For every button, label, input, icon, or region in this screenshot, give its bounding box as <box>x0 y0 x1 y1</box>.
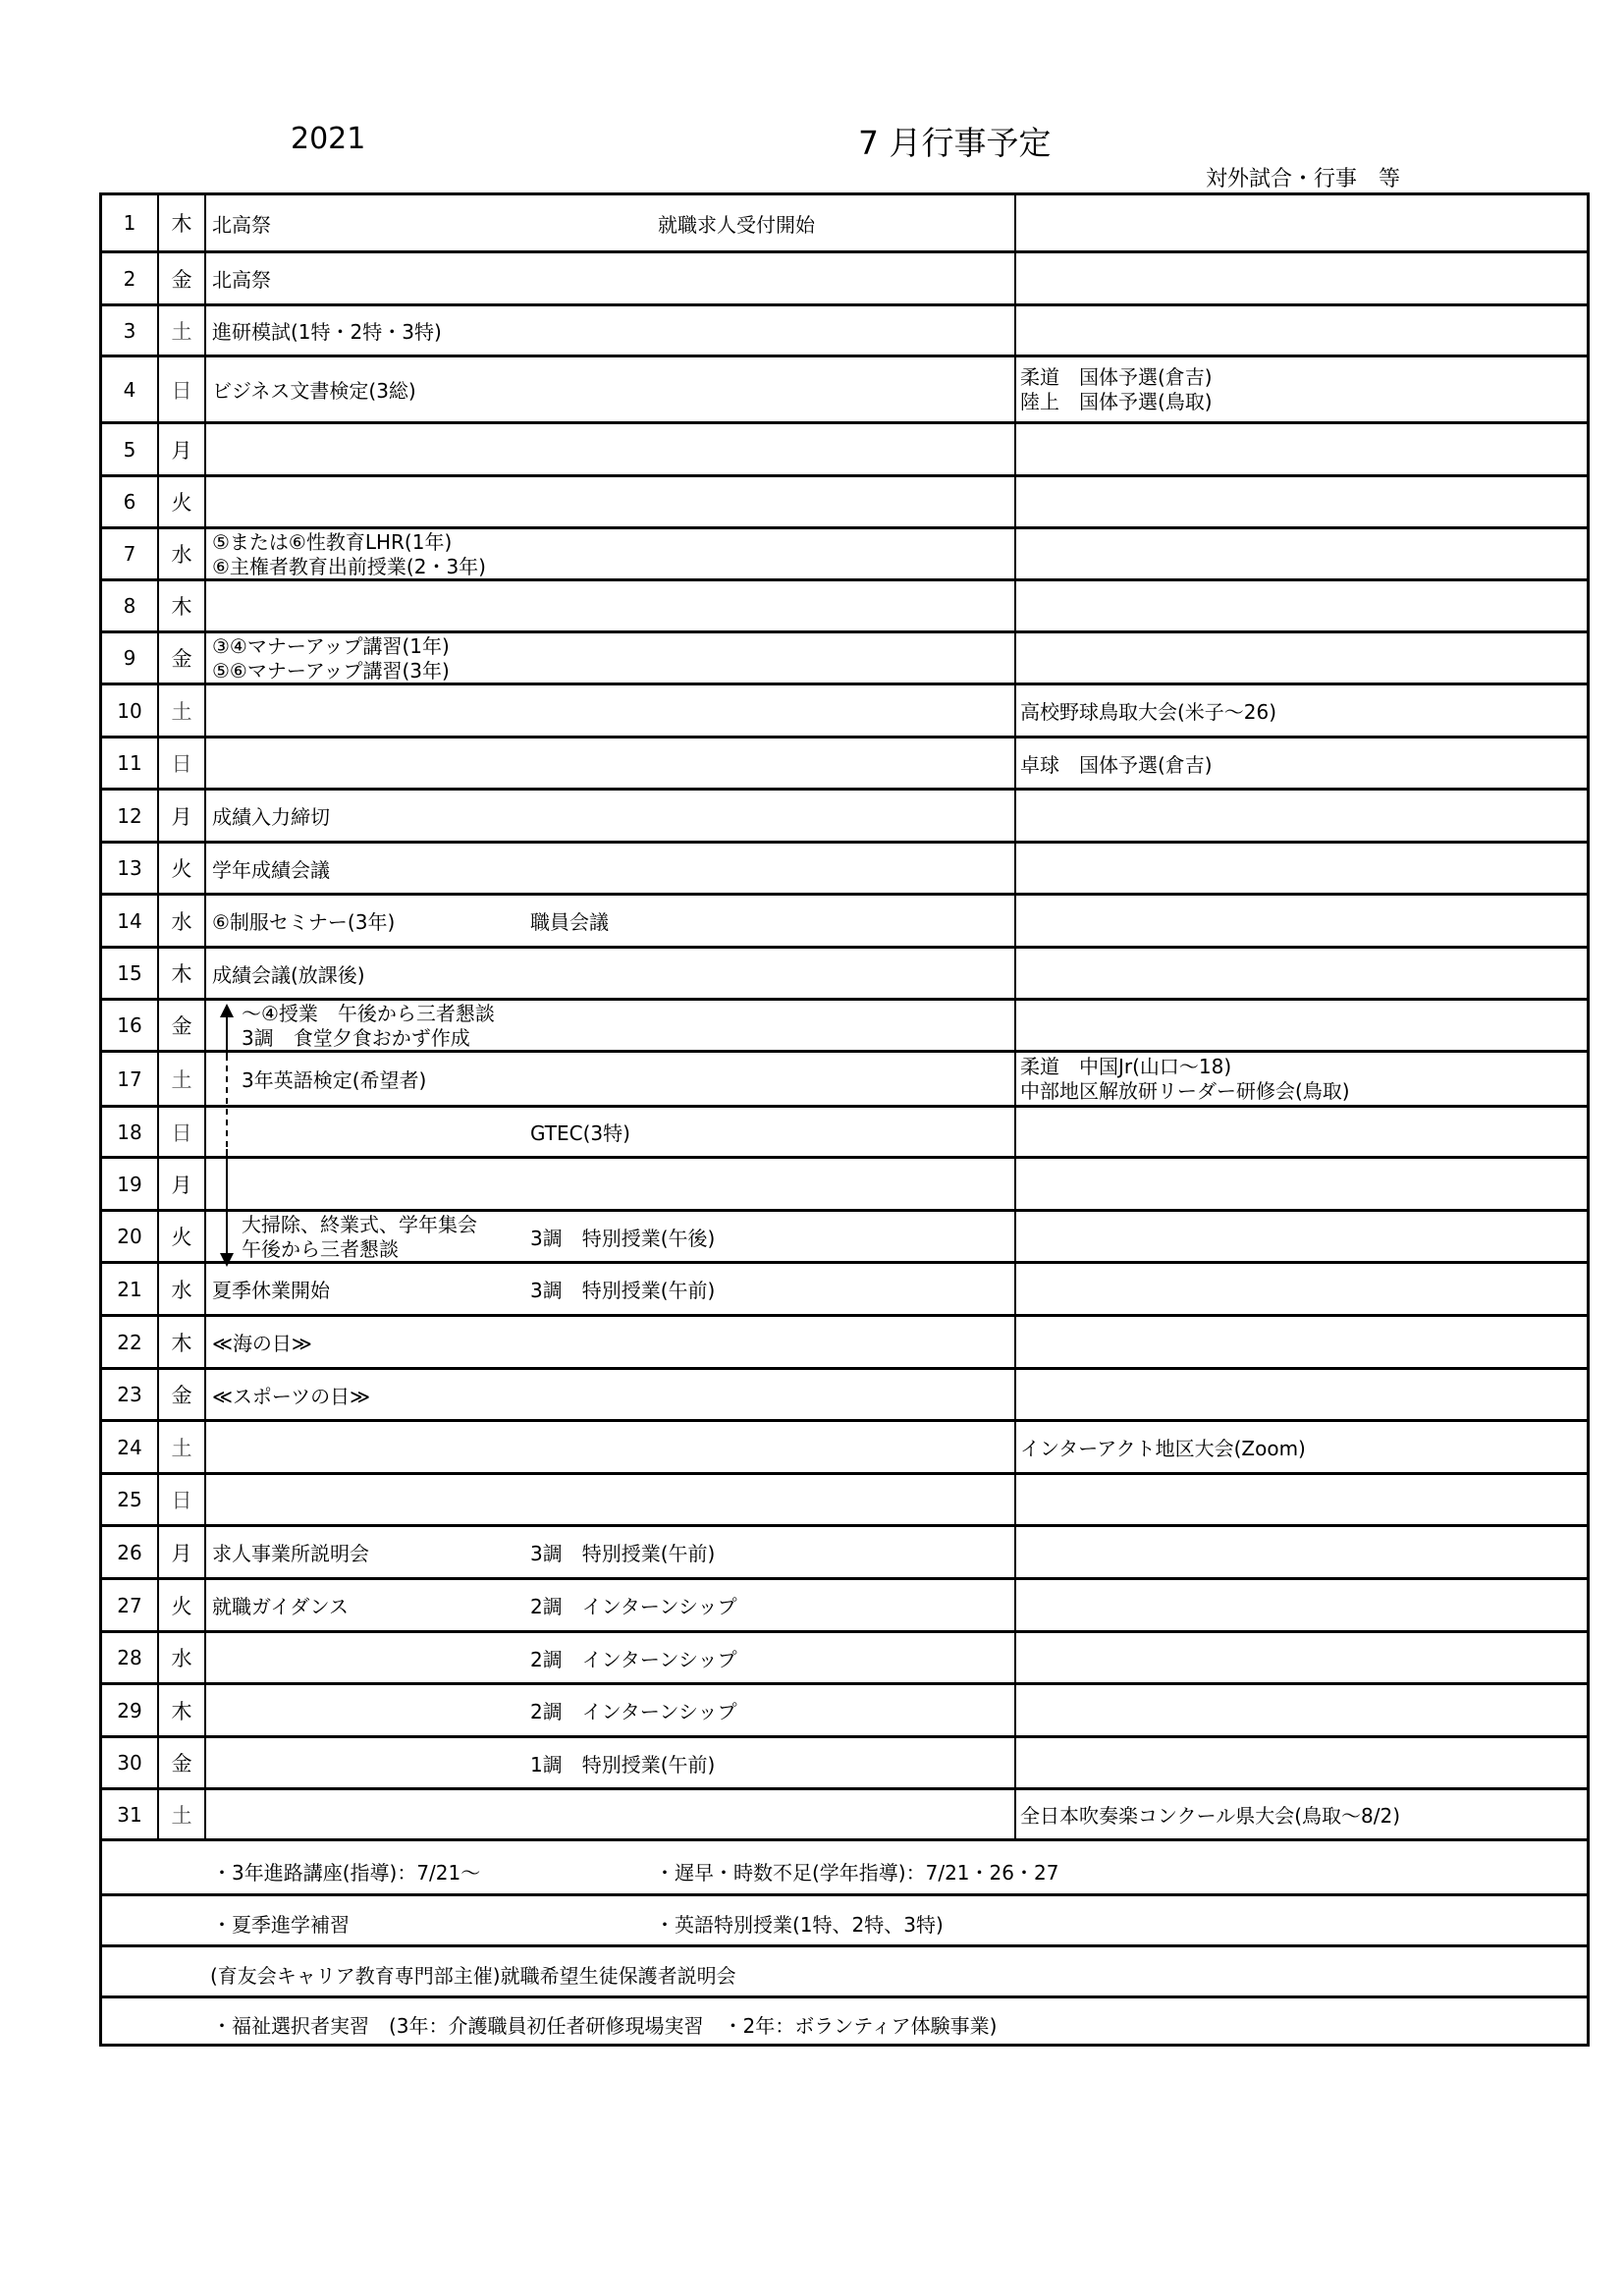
weekday-cell <box>159 1001 206 1050</box>
day-cell <box>102 1370 159 1419</box>
day-number: 19 <box>117 1172 142 1196</box>
weekday: 月 <box>171 1541 192 1565</box>
external-cell <box>1016 844 1587 893</box>
external-event-text: 高校野球鳥取大会(米子～26) <box>1020 700 1277 724</box>
day-cell <box>102 1317 159 1367</box>
day-cell <box>102 1527 159 1577</box>
event-text: ≪スポーツの日≫ <box>212 1384 371 1408</box>
weekday: 土 <box>171 319 192 344</box>
day-number: 8 <box>123 594 136 618</box>
day-number: 9 <box>123 646 136 670</box>
day-cell <box>102 357 159 421</box>
event-text-secondary: 職員会議 <box>530 910 609 934</box>
weekday-cell <box>159 424 206 474</box>
schedule-row <box>102 844 1587 896</box>
schedule-row <box>102 306 1587 357</box>
schedule-row <box>102 1475 1587 1527</box>
weekday: 金 <box>171 267 192 292</box>
schedule-row <box>102 1527 1587 1580</box>
event-cell <box>206 306 1016 355</box>
external-event-text-line2: 陸上 国体予選(鳥取) <box>1020 390 1213 413</box>
event-text: 求人事業所説明会 <box>212 1542 369 1565</box>
event-cell <box>206 1212 1016 1261</box>
event-cell <box>206 477 1016 526</box>
day-cell <box>102 896 159 946</box>
weekday-cell <box>159 1317 206 1367</box>
schedule-row <box>102 195 1587 253</box>
day-number: 31 <box>117 1802 142 1827</box>
weekday-cell <box>159 738 206 788</box>
external-cell <box>1016 1212 1587 1261</box>
external-cell <box>1016 477 1587 526</box>
event-text-line2: ⑤⑥マナーアップ講習(3年) <box>212 658 450 683</box>
note-text: (育友会キャリア教育専門部主催)就職希望生徒保護者説明会 <box>210 1964 736 1988</box>
day-cell <box>102 1685 159 1735</box>
weekday-cell <box>159 896 206 946</box>
event-cell <box>206 581 1016 630</box>
schedule-row <box>102 738 1587 791</box>
schedule-row <box>102 791 1587 844</box>
weekday-cell <box>159 685 206 736</box>
note-text-right: ・英語特別授業(1特、2特、3特) <box>655 1913 944 1937</box>
day-number: 23 <box>117 1383 142 1406</box>
weekday-cell <box>159 1264 206 1314</box>
event-cell <box>206 738 1016 788</box>
day-cell <box>102 1001 159 1050</box>
schedule-row <box>102 1370 1587 1422</box>
day-cell <box>102 306 159 355</box>
event-text: ⑥制服セミナー(3年) <box>212 910 396 934</box>
event-cell <box>206 949 1016 998</box>
day-cell <box>102 195 159 250</box>
event-cell <box>206 1580 1016 1630</box>
weekday-cell <box>159 1580 206 1630</box>
event-cell <box>206 1738 1016 1787</box>
event-cell <box>206 1685 1016 1735</box>
weekday: 水 <box>171 1647 192 1670</box>
weekday: 木 <box>171 595 192 619</box>
event-cell <box>206 791 1016 841</box>
weekday: 日 <box>171 378 192 403</box>
weekday-cell <box>159 357 206 421</box>
weekday-cell <box>159 1633 206 1682</box>
event-text-secondary: 3調 特別授業(午前) <box>530 1279 716 1302</box>
day-cell <box>102 253 159 303</box>
day-cell <box>102 1264 159 1314</box>
day-cell <box>102 1212 159 1261</box>
event-text: 北高祭 <box>212 212 271 237</box>
external-cell <box>1016 1317 1587 1367</box>
day-number: 14 <box>117 908 142 933</box>
event-text: 3年英語検定(希望者) <box>242 1068 427 1092</box>
external-cell <box>1016 685 1587 736</box>
note-text: ・3年進路講座(指導)：7/21～ <box>212 1860 481 1885</box>
weekday-cell <box>159 306 206 355</box>
weekday-cell <box>159 1212 206 1261</box>
external-cell <box>1016 424 1587 474</box>
year-label: 2021 <box>291 122 366 156</box>
external-cell <box>1016 1475 1587 1524</box>
day-cell <box>102 1053 159 1105</box>
weekday: 水 <box>171 543 192 567</box>
weekday: 土 <box>171 1803 192 1828</box>
day-number: 18 <box>117 1120 142 1144</box>
note-row <box>102 1842 1587 1896</box>
event-cell <box>206 633 1016 683</box>
day-number: 25 <box>117 1488 142 1511</box>
weekday: 金 <box>171 1014 192 1038</box>
schedule-row <box>102 1108 1587 1159</box>
external-events-heading: 対外試合・行事 等 <box>1206 167 1401 191</box>
weekday-cell <box>159 1738 206 1787</box>
day-cell <box>102 633 159 683</box>
schedule-row <box>102 581 1587 633</box>
day-number: 26 <box>117 1540 142 1564</box>
external-event-text: 柔道 中国Jr(山口～18) <box>1020 1055 1232 1078</box>
schedule-row <box>102 357 1587 424</box>
event-cell <box>206 195 1016 250</box>
weekday-cell <box>159 529 206 578</box>
day-cell <box>102 1790 159 1838</box>
external-cell <box>1016 357 1587 421</box>
date-range-bracket <box>217 1004 237 1267</box>
external-event-text: 全日本吹奏楽コンクール県大会(鳥取～8/2) <box>1020 1804 1400 1828</box>
event-cell <box>206 1159 1016 1209</box>
schedule-row <box>102 685 1587 738</box>
event-text-secondary: 3調 特別授業(午前) <box>530 1542 716 1565</box>
external-event-text: 卓球 国体予選(倉吉) <box>1020 752 1213 777</box>
weekday: 火 <box>171 1226 192 1249</box>
weekday-cell <box>159 253 206 303</box>
schedule-row <box>102 1580 1587 1633</box>
day-number: 1 <box>123 211 136 235</box>
external-cell <box>1016 1264 1587 1314</box>
external-cell <box>1016 1633 1587 1682</box>
event-cell <box>206 357 1016 421</box>
event-cell <box>206 1053 1016 1105</box>
schedule-row <box>102 1053 1587 1108</box>
external-cell <box>1016 1738 1587 1787</box>
schedule-row <box>102 253 1587 306</box>
schedule-row <box>102 424 1587 477</box>
event-text-secondary: 2調 インターンシップ <box>530 1700 737 1723</box>
day-cell <box>102 1422 159 1472</box>
day-number: 24 <box>117 1435 142 1459</box>
schedule-row <box>102 1159 1587 1212</box>
event-cell <box>206 529 1016 578</box>
schedule-row <box>102 633 1587 685</box>
external-cell <box>1016 1790 1587 1838</box>
day-cell <box>102 1580 159 1630</box>
external-cell <box>1016 896 1587 946</box>
schedule-row <box>102 1790 1587 1841</box>
event-text-secondary: 3調 特別授業(午後) <box>530 1226 716 1250</box>
external-cell <box>1016 949 1587 998</box>
weekday: 日 <box>171 1489 192 1512</box>
weekday-cell <box>159 633 206 683</box>
schedule-row <box>102 949 1587 1001</box>
day-number: 28 <box>117 1646 142 1669</box>
event-cell <box>206 685 1016 736</box>
schedule-row <box>102 1212 1587 1264</box>
external-cell <box>1016 738 1587 788</box>
day-cell <box>102 1159 159 1209</box>
weekday-cell <box>159 1422 206 1472</box>
external-cell <box>1016 791 1587 841</box>
event-text: 就職ガイダンス <box>212 1595 349 1618</box>
day-number: 27 <box>117 1593 142 1617</box>
event-cell <box>206 253 1016 303</box>
weekday: 金 <box>171 647 192 671</box>
weekday: 月 <box>171 804 192 829</box>
external-cell <box>1016 1001 1587 1050</box>
event-cell <box>206 1370 1016 1419</box>
event-cell <box>206 1001 1016 1050</box>
schedule-row <box>102 1738 1587 1790</box>
day-number: 4 <box>123 377 136 402</box>
day-number: 30 <box>117 1751 142 1775</box>
day-cell <box>102 529 159 578</box>
event-cell <box>206 1264 1016 1314</box>
event-text: 夏季休業開始 <box>212 1279 330 1302</box>
day-cell <box>102 791 159 841</box>
day-number: 5 <box>123 437 136 462</box>
schedule-row <box>102 1264 1587 1317</box>
external-cell <box>1016 1370 1587 1419</box>
day-cell <box>102 1475 159 1524</box>
weekday-cell <box>159 1685 206 1735</box>
event-text: ③④マナーアップ講習(1年) <box>212 633 450 658</box>
day-number: 21 <box>117 1277 142 1301</box>
weekday-cell <box>159 1370 206 1419</box>
weekday-cell <box>159 195 206 250</box>
weekday: 月 <box>171 438 192 463</box>
external-cell <box>1016 1159 1587 1209</box>
note-text: ・夏季進学補習 <box>212 1913 350 1937</box>
day-number: 7 <box>123 542 136 566</box>
event-text: 大掃除、終業式、学年集会 <box>242 1212 477 1236</box>
day-cell <box>102 424 159 474</box>
day-number: 6 <box>123 490 136 514</box>
day-cell <box>102 1108 159 1156</box>
event-cell <box>206 1527 1016 1577</box>
schedule-row <box>102 1001 1587 1053</box>
event-text-secondary: GTEC(3特) <box>530 1121 630 1145</box>
weekday: 土 <box>171 699 192 724</box>
day-cell <box>102 477 159 526</box>
weekday: 水 <box>171 909 192 934</box>
external-cell <box>1016 195 1587 250</box>
weekday-cell <box>159 477 206 526</box>
weekday: 日 <box>171 1121 192 1145</box>
schedule-row <box>102 1422 1587 1475</box>
day-cell <box>102 844 159 893</box>
event-text-line2: ⑥主権者教育出前授業(2・3年) <box>212 554 486 578</box>
day-cell <box>102 1633 159 1682</box>
schedule-row <box>102 529 1587 581</box>
weekday: 木 <box>171 1331 192 1355</box>
day-cell <box>102 949 159 998</box>
event-cell <box>206 1475 1016 1524</box>
day-number: 15 <box>117 961 142 985</box>
event-cell <box>206 1422 1016 1472</box>
day-number: 16 <box>117 1013 142 1037</box>
weekday: 土 <box>171 1067 192 1092</box>
weekday: 金 <box>171 1752 192 1776</box>
day-number: 29 <box>117 1698 142 1722</box>
weekday: 月 <box>171 1173 192 1197</box>
event-text: 成績会議(放課後) <box>212 962 365 987</box>
external-event-text-line2: 中部地区解放研リーダー研修会(鳥取) <box>1020 1079 1350 1103</box>
external-cell <box>1016 1580 1587 1630</box>
note-row <box>102 1896 1587 1947</box>
event-cell <box>206 896 1016 946</box>
event-cell <box>206 1317 1016 1367</box>
event-text: ≪海の日≫ <box>212 1332 312 1355</box>
weekday: 木 <box>171 962 192 986</box>
event-text: ⑤または⑥性教育LHR(1年) <box>212 529 453 554</box>
schedule-row <box>102 477 1587 529</box>
event-text-line2: 午後から三者懇談 <box>242 1236 399 1261</box>
weekday-cell <box>159 1159 206 1209</box>
external-cell <box>1016 529 1587 578</box>
external-cell <box>1016 633 1587 683</box>
weekday-cell <box>159 581 206 630</box>
event-cell <box>206 424 1016 474</box>
event-text: ビジネス文書検定(3総) <box>212 379 416 403</box>
event-text: 学年成績会議 <box>212 857 330 882</box>
day-number: 3 <box>123 318 136 343</box>
note-row <box>102 1947 1587 1998</box>
weekday-cell <box>159 1475 206 1524</box>
day-number: 12 <box>117 803 142 828</box>
external-cell <box>1016 253 1587 303</box>
external-cell <box>1016 1108 1587 1156</box>
event-cell <box>206 1790 1016 1838</box>
event-text-line2: 3調 食堂夕食おかず作成 <box>242 1025 470 1050</box>
schedule-row <box>102 1685 1587 1738</box>
event-text-secondary: 2調 インターンシップ <box>530 1647 737 1671</box>
external-cell <box>1016 1685 1587 1735</box>
event-cell <box>206 1633 1016 1682</box>
weekday-cell <box>159 1527 206 1577</box>
event-text: 進研模試(1特・2特・3特) <box>212 320 442 344</box>
schedule-row <box>102 1317 1587 1370</box>
day-cell <box>102 685 159 736</box>
day-number: 2 <box>123 266 136 291</box>
external-cell <box>1016 1422 1587 1472</box>
weekday: 木 <box>171 1699 192 1723</box>
day-number: 11 <box>117 751 142 775</box>
external-cell <box>1016 306 1587 355</box>
day-number: 22 <box>117 1330 142 1354</box>
day-number: 10 <box>117 698 142 723</box>
note-text: ・福祉選択者実習 (3年：介護職員初任者研修現場実習 ・2年：ボランティア体験事業) <box>212 2013 998 2038</box>
event-text: 成績入力締切 <box>212 805 330 829</box>
day-number: 17 <box>117 1066 142 1091</box>
event-text: ～④授業 午後から三者懇談 <box>242 1001 495 1025</box>
weekday: 土 <box>171 1436 192 1460</box>
event-cell <box>206 844 1016 893</box>
weekday: 日 <box>171 752 192 776</box>
weekday-cell <box>159 844 206 893</box>
weekday: 火 <box>171 1594 192 1618</box>
weekday: 金 <box>171 1384 192 1407</box>
weekday: 木 <box>171 212 192 236</box>
day-cell <box>102 1738 159 1787</box>
page-title: 7 月行事予定 <box>858 124 1052 162</box>
event-text-secondary: 1調 特別授業(午前) <box>530 1752 716 1777</box>
external-event-text: 柔道 国体予選(倉吉) <box>1020 365 1213 389</box>
event-text-secondary: 2調 インターンシップ <box>530 1595 737 1618</box>
day-number: 13 <box>117 856 142 880</box>
external-event-text: インターアクト地区大会(Zoom) <box>1020 1437 1306 1460</box>
weekday-cell <box>159 1053 206 1105</box>
note-row <box>102 1998 1587 2047</box>
day-cell <box>102 581 159 630</box>
schedule-row <box>102 1633 1587 1685</box>
note-text-right: ・遅早・時数不足(学年指導)：7/21・26・27 <box>655 1860 1059 1885</box>
weekday-cell <box>159 1790 206 1838</box>
weekday-cell <box>159 1108 206 1156</box>
event-text: 北高祭 <box>212 268 271 292</box>
schedule-table <box>99 192 1590 2047</box>
weekday: 火 <box>171 491 192 515</box>
external-cell <box>1016 1053 1587 1105</box>
weekday-cell <box>159 791 206 841</box>
external-cell <box>1016 1527 1587 1577</box>
weekday: 火 <box>171 857 192 881</box>
external-cell <box>1016 581 1587 630</box>
event-cell <box>206 1108 1016 1156</box>
weekday-cell <box>159 949 206 998</box>
day-number: 20 <box>117 1225 142 1248</box>
event-text-secondary: 就職求人受付開始 <box>658 212 815 237</box>
schedule-row <box>102 896 1587 949</box>
weekday: 水 <box>171 1278 192 1302</box>
day-cell <box>102 738 159 788</box>
